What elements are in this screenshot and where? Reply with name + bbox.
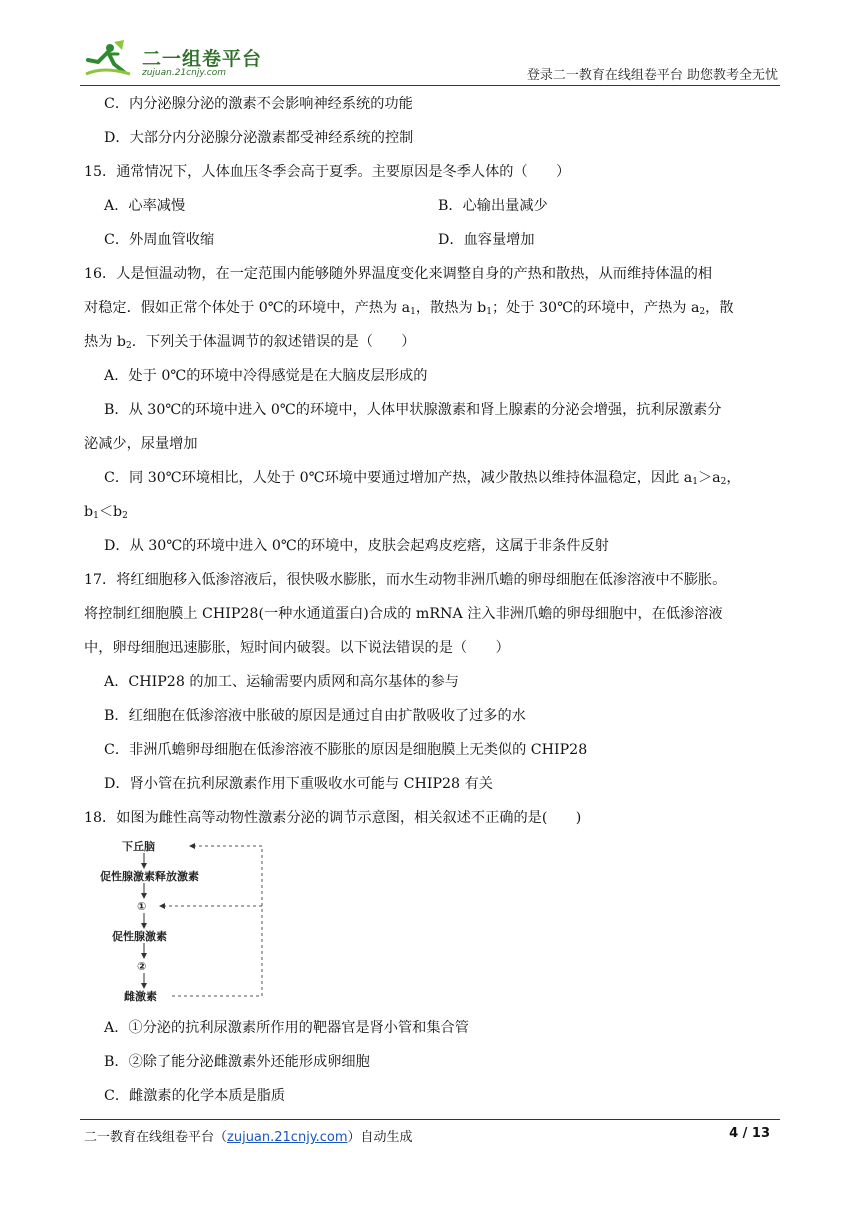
q16-option-b-line2: 泌减少，尿量增加 xyxy=(84,436,198,452)
q18-option-b: B．②除了能分泌雌激素外还能形成卵细胞 xyxy=(104,1054,370,1070)
node-organ-2: ② xyxy=(137,960,147,973)
q15-stem: 15．通常情况下，人体血压冬季会高于夏季。主要原因是冬季人体的（ ） xyxy=(84,164,571,180)
q16-stem-line2: 对稳定．假如正常个体处于 0℃的环境中，产热为 $a_1$，散热为 $b_1$；处于 30℃的环境中，产热为 $a_2$，散 xyxy=(84,300,734,317)
q17-option-c: C．非洲爪蟾卵母细胞在低渗溶液不膨胀的原因是细胞膜上无类似的 CHIP28 xyxy=(104,742,588,758)
feedback-to-hypothalamus xyxy=(172,846,262,996)
footer-site-link[interactable]: zujuan.21cnjy.com xyxy=(227,1130,348,1145)
page-number: 4 / 13 xyxy=(729,1126,770,1141)
node-organ-1: ① xyxy=(137,900,147,913)
q18-stem: 18．如图为雌性高等动物性激素分泌的调节示意图，相关叙述不正确的是( ) xyxy=(84,810,582,826)
footer-divider xyxy=(80,1119,780,1120)
header-divider xyxy=(80,85,780,86)
site-logo xyxy=(84,38,284,82)
q17-option-b: B．红细胞在低渗溶液中胀破的原因是通过自由扩散吸收了过多的水 xyxy=(104,708,526,724)
node-estrogen: 雌激素 xyxy=(124,990,157,1003)
header-slogan: 登录二一教育在线组卷平台 助您教考全无忧 xyxy=(526,68,778,83)
q16-option-b-line1: B．从 30℃的环境中进入 0℃的环境中，人体甲状腺激素和肾上腺素的分泌会增强，抗利尿激素分 xyxy=(104,402,722,418)
logo-title: 二一组卷平台 xyxy=(142,48,263,70)
q16-option-c-line1: C．同 30℃环境相比，人处于 0℃环境中要通过增加产热，减少散热以维持体温稳定，因此 $a_1>a_2$， xyxy=(104,470,741,487)
node-gnrh: 促性腺激素释放激素 xyxy=(100,870,199,883)
node-gonadotropin: 促性腺激素 xyxy=(112,930,167,943)
q16-option-a: A．处于 0℃的环境中冷得感觉是在大脑皮层形成的 xyxy=(104,368,428,384)
footer-source: 二一教育在线组卷平台（zujuan.21cnjy.com）自动生成 xyxy=(84,1130,413,1145)
q15-option-c: C．外周血管收缩 xyxy=(104,232,215,248)
q16-option-d: D．从 30℃的环境中进入 0℃的环境中，皮肤会起鸡皮疙瘩，这属于非条件反射 xyxy=(104,538,609,554)
hormone-regulation-diagram xyxy=(100,838,280,1004)
q16-stem-line1: 16．人是恒温动物，在一定范围内能够随外界温度变化来调整自身的产热和散热，从而维持体温的相 xyxy=(84,266,713,282)
q18-option-c: C．雌激素的化学本质是脂质 xyxy=(104,1088,286,1104)
q15-option-a: A．心率减慢 xyxy=(104,198,186,214)
q15-option-d: D．血容量增加 xyxy=(438,232,535,248)
q17-option-d: D．肾小管在抗利尿激素作用下重吸收水可能与 CHIP28 有关 xyxy=(104,776,493,792)
q18-option-a: A．①分泌的抗利尿激素所作用的靶器官是肾小管和集合管 xyxy=(104,1020,469,1036)
runner-logo-icon xyxy=(84,38,136,80)
logo-subtitle: zujuan.21cnjy.com xyxy=(142,68,227,78)
q15-option-b: B．心输出量减少 xyxy=(438,198,548,214)
q14-option-c: C．内分泌腺分泌的激素不会影响神经系统的功能 xyxy=(104,96,413,112)
node-hypothalamus: 下丘脑 xyxy=(122,840,155,853)
q17-option-a: A．CHIP28 的加工、运输需要内质网和高尔基体的参与 xyxy=(104,674,459,690)
q17-stem-line3: 中，卵母细胞迅速膨胀，短时间内破裂。以下说法错误的是（ ） xyxy=(84,640,510,656)
q16-stem-line3: 热为 $b_2$．下列关于体温调节的叙述错误的是（ ） xyxy=(84,334,416,351)
q17-stem-line2: 将控制红细胞膜上 CHIP28(一种水通道蛋白)合成的 mRNA 注入非洲爪蟾的卵母细胞中，在低渗溶液 xyxy=(84,606,723,622)
q14-option-d: D．大部分内分泌腺分泌激素都受神经系统的控制 xyxy=(104,130,414,146)
q16-option-c-line2: $b_1<b_2$ xyxy=(84,504,128,521)
q17-stem-line1: 17．将红细胞移入低渗溶液后，很快吸水膨胀，而水生动物非洲爪蟾的卵母细胞在低渗溶液中不膨胀。 xyxy=(84,572,727,588)
